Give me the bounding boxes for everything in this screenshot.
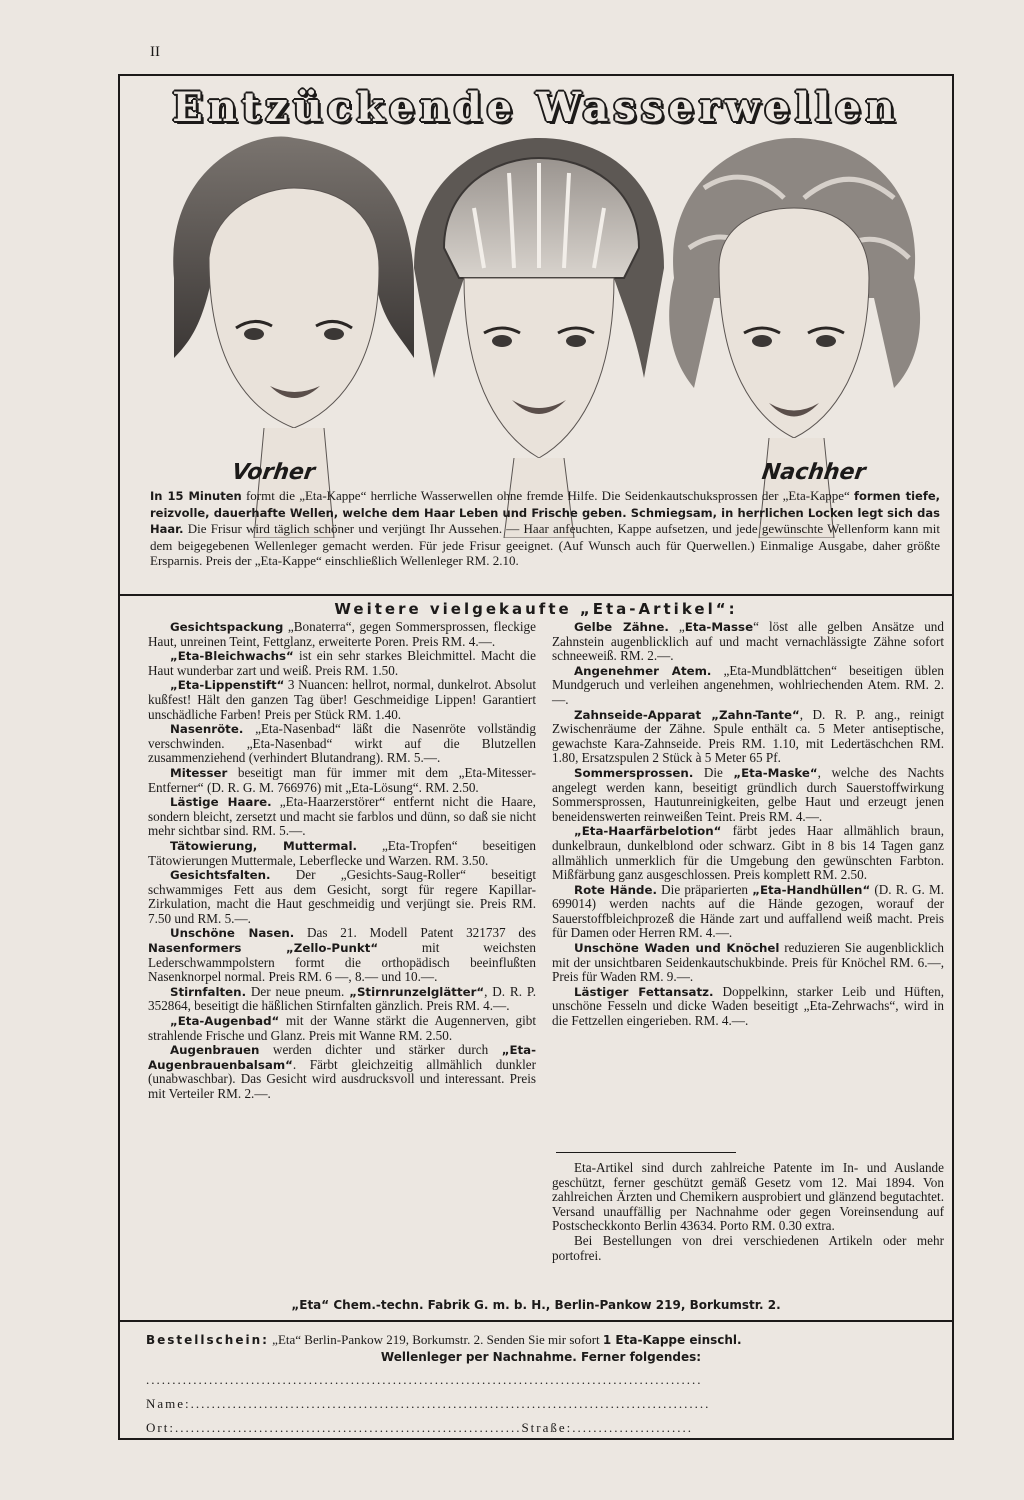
legal-paragraph-1: Eta-Artikel sind durch zahlreiche Patente im In- und Auslande geschützt, ferner geschützt gemäß Gesetz vom 12. Mai 1894. Von zahlreichen Ärzten und Chemikern ausprobiert und glänzend begutachtet. Versand unauffällig per Nachnahme oder gegen Voreinsendung auf Postscheckkonto Berlin 43634. Porto RM. 0.30 extra. [552,1160,944,1234]
article-text: färbt jedes Haar allmählich braun, dunkelbraun, dunkelblond oder schwarz. Gibt in 8 bis 14 Tagen ganz allmählich unmerklich für die Umgebung den gewünschten Farbton. Mißfärbung ganz ausgeschlossen. Preis komplett RM. 2.50. [552,823,944,883]
section-rule-top [120,594,952,596]
order-line-1-bold: 1 Eta-Kappe einschl. [602,1333,742,1347]
article-text: reduzieren Sie augenblicklich mit der unsichtbaren Seidenkautschukbinde. Preis für Knöchel RM. 6.—, Preis für Waden RM. 9.—. [552,940,945,985]
article-text: Der neue pneum. [246,983,350,999]
article-title: Nasenröte. [170,722,244,737]
articles-heading: Weitere vielgekaufte „Eta-Artikel“: [334,600,738,618]
headline: Entzückende Wasserwellen [172,84,900,131]
intro-text-2: Die Frisur wird täglich schöner und verjüngt Ihr Aussehen. — Haar anfeuchten, Kappe aufsetzen, und jede gewünschte Wellenform kann mit dem beigegebenen Wellenleger gemacht werden. Für jede Frisur geeignet. (Auf Wunsch auch für Querwellen.) Einmalige Ausgabe, daher größte Ersparnis. Preis der „Eta-Kappe“ einschließlich Wellenleger RM. 2.10. [150,521,940,568]
article-title: „Eta-Augenbrauenbalsam“ [148,1043,536,1072]
order-line-2-text: Wellenleger per Nachnahme. Ferner folgendes: [380,1350,702,1364]
article-title: Gelbe Zähne. [574,620,669,634]
left-column-articles [148,620,536,1102]
intro-paragraph [150,488,940,569]
order-place-line[interactable]: Ort:..................................................................Straße:....................... [146,1420,694,1435]
article-title: „Eta-Haarfärbelotion“ [574,824,722,839]
right-column-articles [552,620,944,1029]
face-cap [414,138,664,538]
caption-before: Vorher [230,460,317,485]
article-entry [148,1014,536,1043]
intro-bold-2: formen tiefe, reizvolle, dauerhafte Wellen, welche dem Haar Leben und Frische geben. Schmiegsam, in herrlichen Locken legt sich das Haar. [150,489,940,536]
legal-paragraph-2: Bei Bestellungen von drei verschiedenen Artikeln oder mehr portofrei. [552,1232,944,1263]
article-title: „Eta-Augenbad“ [170,1014,280,1029]
article-title: Stirnfalten. [170,984,247,999]
article-text: ist ein sehr starkes Bleichmittel. Macht die Haut wunderbar zart und weiß. Preis RM. 1.50. [148,648,536,678]
article-text: „ [668,619,685,634]
article-text: mit der Wanne stärkt die Augennerven, gibt strahlende Frische und Glanz. Preis mit Wanne RM. 2.50. [148,1013,536,1043]
article-text: mit weichsten Lederschwammpolstern formt die orthopädisch beeinflußten Nasenknorpel normal. Preis RM. 6 —, 8.— und 10.—. [148,940,536,985]
article-entry [552,985,944,1029]
section-rule-bottom [120,1320,952,1322]
article-title: „Eta-Lippenstift“ [170,678,285,693]
company-line: „Eta“ Chem.-techn. Fabrik G. m. b. H., Berlin-Pankow 219, Borkumstr. 2. [291,1298,781,1312]
article-entry [148,1043,536,1101]
article-title: Nasenformers „Zello-Punkt“ [148,941,379,956]
article-title: Unschöne Nasen. [170,926,295,941]
article-entry [148,795,536,839]
article-title: „Eta-Handhüllen“ [752,882,871,897]
article-text: Das 21. Modell Patent 321737 des [294,925,536,941]
article-title: Augenbrauen [170,1043,260,1058]
article-text: „Eta-Mundblättchen“ beseitigen üblen Mundgeruch und verleihen angenehmen, wohlriechenden Atem. RM. 2.—. [552,662,944,707]
article-title: Gesichtsfalten. [170,868,271,883]
article-text: „Eta-Nasenbad“ läßt die Nasenröte vollständig verschwinden. „Eta-Nasenbad“ wirkt auf die Blutzellen zusammenziehend (verhindert Blutandrang). RM. 5.—. [148,721,536,766]
article-title: „Stirnrunzelglätter“ [349,984,485,999]
order-blank-line[interactable]: .......................................................................................................... [146,1372,703,1387]
article-entry [552,766,944,824]
article-entry [552,664,944,708]
article-entry [552,620,944,664]
article-entry [148,678,536,722]
article-entry [148,985,536,1014]
article-entry [552,941,944,985]
article-text: 3 Nuancen: hellrot, normal, dunkelrot. Absolut kußfest! Hält den ganzen Tag über! Geschmeidige Lippen! Garantiert unschädliche Farben! Preis per Stück RM. 1.40. [148,677,536,722]
article-text: Der „Gesichts-Saug-Roller“ beseitigt schwammiges Fett aus dem Gesicht, sorgt für regere Kapillar-Zirkulation, macht die Haut geschmeidig und verjüngt sie. Preis RM. 7.50 und RM. 5.—. [148,867,536,926]
article-text: beseitigt man für immer mit dem „Eta-Mitesser-Entferner“ (D. R. G. M. 766976) mit „Eta-Lösung“. RM. 2.50. [148,764,536,795]
article-entry [552,824,944,882]
caption-after: Nachher [760,460,868,485]
article-text: , D. R. P. 352864, beseitigt die häßlichen Stirnfalten gänzlich. Preis RM. 4.—. [148,983,536,1014]
order-line-1 [146,1332,936,1348]
article-text: Doppelkinn, starker Leib und Hüften, unschöne Fesseln und dicke Waden beseitigt „Eta-Zehrwachs“, wird in die Fettzellen eingerieben. RM. 4.—. [552,983,944,1029]
article-title: „Eta-Bleichwachs“ [170,649,294,664]
article-text: , D. R. P. ang., reinigt Zwischenräume der Zähne. Spule enthält ca. 5 Meter antiseptische, gewachste Kara-Zahnseide. Preis RM. 1.10, mit Ledertäschchen RM. 1.80, Ersatzspulen 2 Stück à 5 Meter 65 Pf. [552,706,945,766]
article-text: „Eta-Tropfen“ beseitigen Tätowierungen Muttermale, Leberflecke und Warzen. RM. 3.50. [148,837,536,868]
article-entry [148,620,536,649]
article-title: Sommersprossen. [574,765,694,780]
article-title: Tätowierung, Muttermal. [170,838,358,853]
intro-text-1: formt die „Eta-Kappe“ herrliche Wasserwellen ohne fremde Hilfe. Die Seidenkautschuksprossen der „Eta-Kappe“ [241,488,855,503]
street-label: Straße: [521,1420,573,1435]
order-line-1-text: „Eta“ Berlin-Pankow 219, Borkumstr. 2. Senden Sie mir sofort [268,1332,603,1347]
article-text: . Färbt gleichzeitig allmählich dunkler (unabwaschbar). Das Gesicht wird ausdrucksvoll und interessant. Preis mit Verteiler RM. 2.—. [148,1056,536,1101]
article-text: Die präparierten [656,881,753,897]
article-entry [552,708,944,766]
legal-divider [556,1152,736,1153]
article-title: Gesichtspackung [170,620,284,634]
article-entry [148,722,536,766]
article-text: werden dichter und stärker durch [259,1042,502,1058]
order-line-2 [146,1349,936,1365]
page-number: II [150,44,160,60]
advertisement-frame [118,74,954,1440]
article-entry [148,766,536,795]
article-entry [148,868,536,926]
article-text: „Eta-Haarzerstörer“ entfernt nicht die Haare, sondern bleicht, zersetzt und macht sie farblos und dünn, so daß sie nicht mehr sichtbar sind. RM. 5.—. [148,794,536,839]
article-title: „Eta-Maske“ [733,765,818,780]
article-title: Rote Hände. [574,882,657,897]
article-text: (D. R. G. M. 699014) werden nachts auf die Hände gezogen, worauf der Sauerstoffbleichprozeß die Hände zart und auffallend weiß macht. Preis für Damen oder Herren RM. 4.—. [552,881,944,941]
place-label: Ort: [146,1420,175,1435]
order-form [146,1332,936,1365]
order-name-line[interactable]: Name:................................................................................................... [146,1396,711,1411]
article-entry [148,926,536,984]
order-label: Bestellschein: [146,1333,269,1347]
article-text: “ löst alle gelben Ansätze und Zahnstein augenblicklich auf und macht vernachlässigte Zähne sofort schneeweiß. RM. 2.—. [552,619,944,664]
article-title: Unschöne Waden und Knöchel [574,941,780,956]
intro-lead: In 15 Minuten [150,489,242,503]
article-text: Die [693,764,734,780]
article-title: Mitesser [170,765,228,780]
article-title: Lästiger Fettansatz. [574,984,714,999]
article-title: Zahnseide-Apparat „Zahn-Tante“ [574,707,800,722]
article-text: , welche des Nachts angelegt werden kann, beseitigt gründlich durch Sauerstoffwirkung Sommersprossen, Hautunreinigkeiten, gelbe Haut und erzeugt jenen beneidenswerten reinweißen Teint. Preis RM. 4.—. [552,764,944,824]
article-title: Lästige Haare. [170,795,272,810]
article-entry [148,839,536,868]
name-label: Name: [146,1396,191,1411]
article-entry [552,883,944,941]
article-text: „Bonaterra“, gegen Sommersprossen, fleckige Haut, unreinen Teint, Fettglanz, erweiterte Poren. Preis RM. 4.—. [148,619,536,649]
article-title: Eta-Masse [684,620,754,634]
legal-notice [552,1161,944,1263]
article-entry [148,649,536,678]
article-title: Angenehmer Atem. [574,663,712,678]
